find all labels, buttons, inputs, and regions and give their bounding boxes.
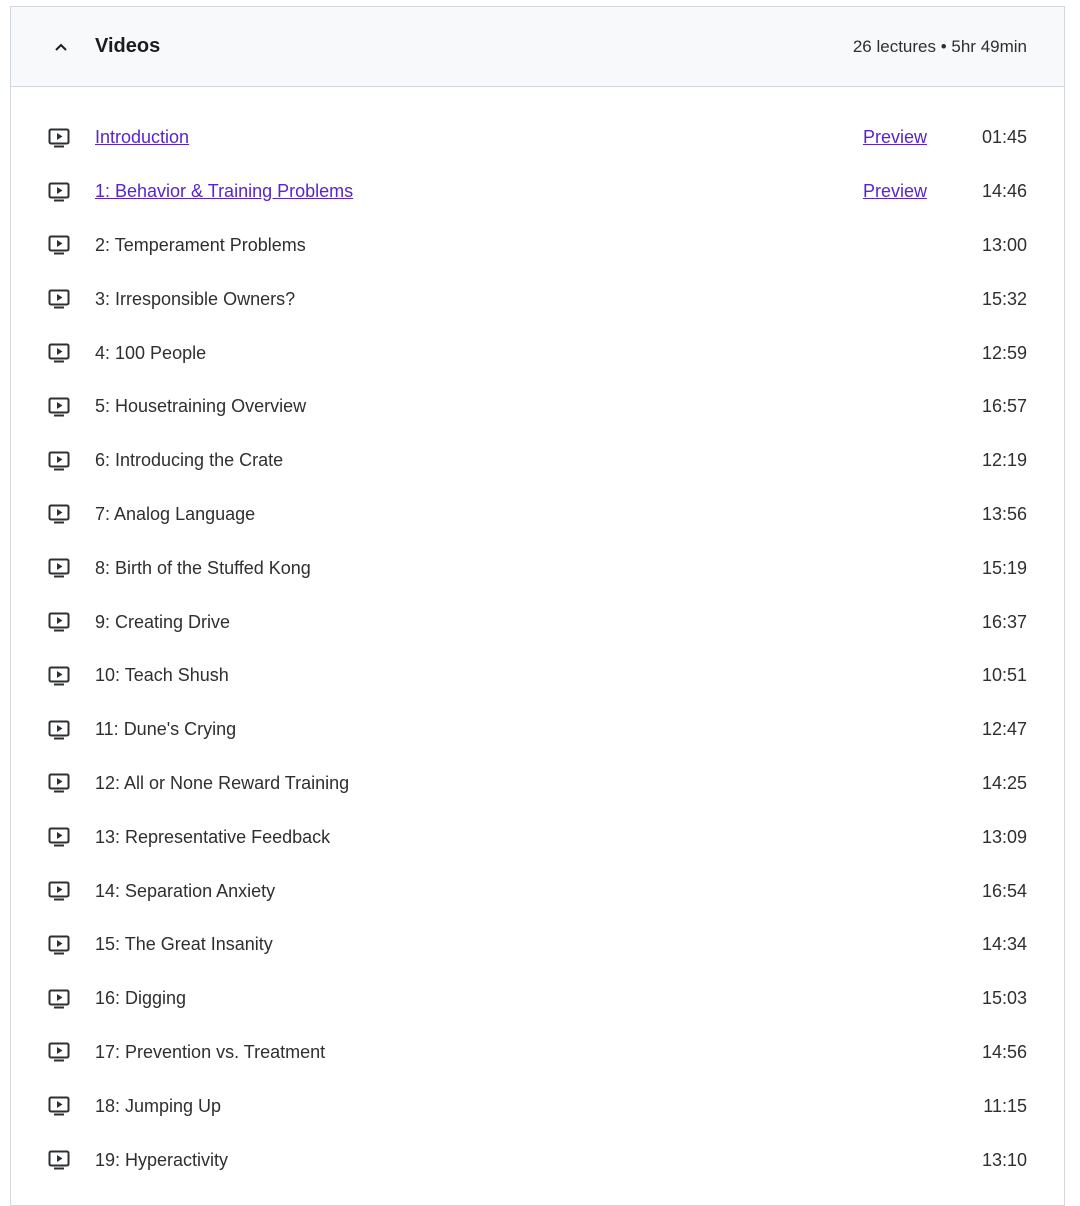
- video-icon: [47, 879, 71, 903]
- lecture-item[interactable]: [11, 165, 1064, 219]
- lecture-item: [11, 434, 1064, 488]
- lecture-item: [11, 703, 1064, 757]
- lecture-title: 9: Creating Drive: [95, 611, 231, 632]
- video-icon: [47, 180, 71, 204]
- chevron-up-icon: [53, 39, 69, 55]
- lecture-item: [11, 918, 1064, 972]
- lecture-title: 14: Separation Anxiety: [95, 880, 276, 901]
- lecture-duration: 14:56: [981, 1041, 1027, 1062]
- lecture-duration: 12:19: [981, 450, 1027, 471]
- video-icon: [47, 395, 71, 419]
- lecture-item[interactable]: [11, 111, 1064, 165]
- preview-link[interactable]: Preview: [862, 127, 927, 148]
- lecture-item: [11, 595, 1064, 649]
- lecture-item: [11, 1079, 1064, 1133]
- lecture-item: [11, 219, 1064, 273]
- lecture-item: [11, 488, 1064, 542]
- video-icon: [47, 287, 71, 311]
- lecture-duration: 11:15: [983, 1095, 1027, 1116]
- lecture-title: 6: Introducing the Crate: [95, 450, 284, 471]
- video-icon: [47, 233, 71, 257]
- lecture-item: [11, 272, 1064, 326]
- video-icon: [47, 664, 71, 688]
- lecture-item: [11, 326, 1064, 380]
- lecture-duration: 16:54: [981, 880, 1027, 901]
- lecture-title: 13: Representative Feedback: [95, 826, 331, 847]
- lecture-item: [11, 810, 1064, 864]
- video-icon: [47, 610, 71, 634]
- lecture-title: 19: Hyperactivity: [95, 1149, 229, 1170]
- lecture-duration: 10:51: [981, 665, 1027, 686]
- lecture-title: 12: All or None Reward Training: [95, 772, 350, 793]
- video-icon: [47, 718, 71, 742]
- lecture-duration: 15:32: [981, 288, 1027, 309]
- lecture-item: [11, 864, 1064, 918]
- video-icon: [47, 502, 71, 526]
- lecture-title: 10: Teach Shush: [95, 665, 229, 686]
- video-icon: [47, 987, 71, 1011]
- video-icon: [47, 1094, 71, 1118]
- lecture-title: 16: Digging: [95, 988, 187, 1009]
- lecture-item: [11, 757, 1064, 811]
- lecture-duration: 13:00: [981, 234, 1027, 255]
- lecture-duration: 12:47: [981, 719, 1027, 740]
- video-icon: [47, 126, 71, 150]
- lecture-duration: 13:56: [981, 503, 1027, 524]
- video-icon: [47, 933, 71, 957]
- lecture-item: [11, 649, 1064, 703]
- lecture-title-link[interactable]: Introduction: [95, 127, 190, 148]
- lecture-duration: 14:46: [981, 181, 1027, 202]
- lecture-duration: 15:03: [981, 988, 1027, 1009]
- lecture-title-link[interactable]: 1: Behavior & Training Problems: [95, 181, 354, 202]
- curriculum-panel: [10, 6, 1065, 1206]
- lecture-duration: 01:45: [981, 127, 1027, 148]
- video-icon: [47, 341, 71, 365]
- section-title: Videos: [95, 35, 161, 57]
- video-icon: [47, 825, 71, 849]
- lecture-list: [11, 87, 1064, 1187]
- lecture-title: 18: Jumping Up: [95, 1095, 222, 1116]
- lecture-duration: 12:59: [981, 342, 1027, 363]
- lecture-duration: 13:09: [981, 826, 1027, 847]
- lecture-duration: 14:25: [981, 772, 1027, 793]
- lecture-title: 5: Housetraining Overview: [95, 396, 307, 417]
- lecture-title: 7: Analog Language: [95, 503, 256, 524]
- video-icon: [47, 771, 71, 795]
- lecture-title: 2: Temperament Problems: [95, 234, 306, 255]
- lecture-title: 17: Prevention vs. Treatment: [95, 1041, 326, 1062]
- preview-link[interactable]: Preview: [862, 181, 927, 202]
- lecture-item: [11, 541, 1064, 595]
- video-icon: [47, 1040, 71, 1064]
- lecture-item: [11, 380, 1064, 434]
- lecture-duration: 15:19: [981, 557, 1027, 578]
- video-icon: [47, 1148, 71, 1172]
- lecture-duration: 16:57: [981, 396, 1027, 417]
- lecture-title: 15: The Great Insanity: [95, 934, 273, 955]
- lecture-title: 8: Birth of the Stuffed Kong: [95, 557, 311, 578]
- section-header-videos[interactable]: [11, 7, 1064, 87]
- lecture-duration: 14:34: [981, 934, 1027, 955]
- lecture-item: [11, 1026, 1064, 1080]
- lecture-duration: 16:37: [981, 611, 1027, 632]
- video-icon: [47, 556, 71, 580]
- lecture-duration: 13:10: [981, 1149, 1027, 1170]
- lecture-item: [11, 972, 1064, 1026]
- lecture-title: 3: Irresponsible Owners?: [95, 288, 296, 309]
- lecture-item: [11, 1133, 1064, 1187]
- lecture-title: 11: Dune's Crying: [95, 719, 237, 740]
- video-icon: [47, 449, 71, 473]
- lecture-title: 4: 100 People: [95, 342, 207, 363]
- section-meta: 26 lectures • 5hr 49min: [852, 36, 1027, 56]
